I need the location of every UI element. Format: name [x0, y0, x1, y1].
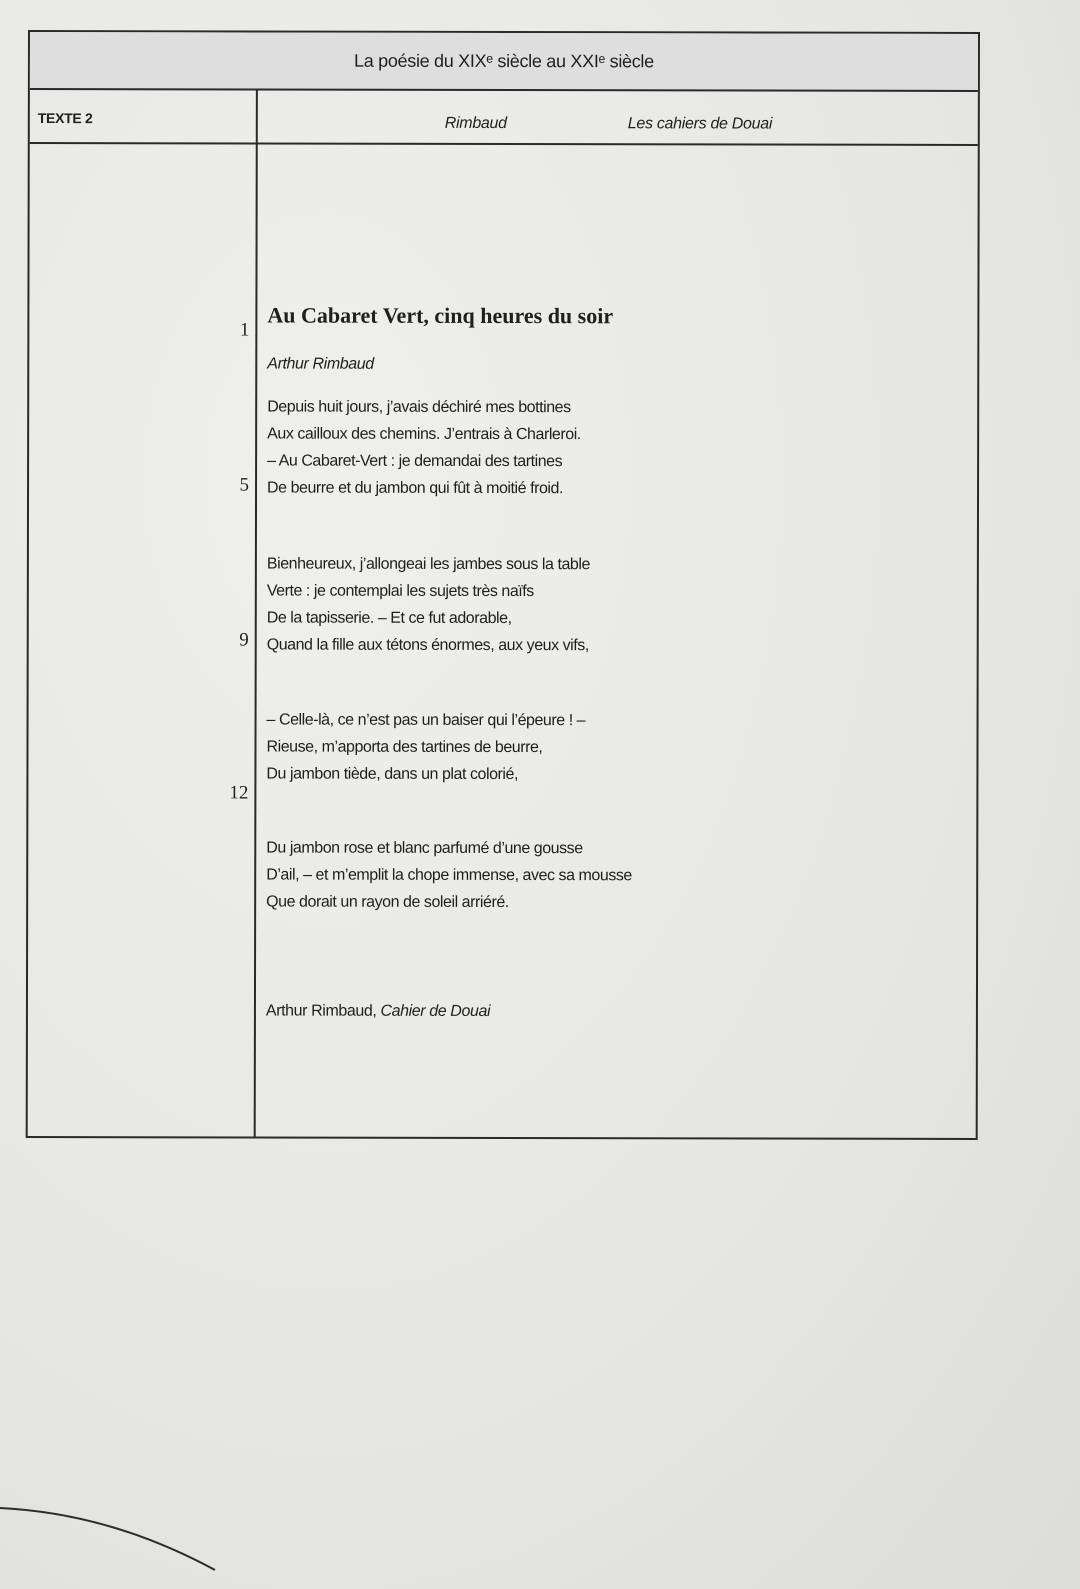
poem-author: Arthur Rimbaud	[267, 355, 374, 373]
poem-signature	[266, 1003, 490, 1021]
section-title	[30, 32, 978, 92]
column-divider	[254, 88, 258, 1136]
header-author: Rimbaud	[444, 114, 507, 133]
header-work: Les cahiers de Douai	[627, 115, 773, 133]
section-title-text: La poésie du XIXᵉ siècle au XXIᵉ siècle	[353, 50, 654, 71]
signature-work: Cahier de Douai	[380, 1002, 491, 1020]
stanza-2	[267, 551, 590, 660]
line-number: 12	[229, 782, 249, 804]
signature-author: Arthur Rimbaud,	[265, 1002, 377, 1020]
verse-line: Bienheureux, j’allongeai les jambes sous la table	[266, 555, 590, 574]
verse-line: Quand la fille aux tétons énormes, aux yeux vifs,	[266, 636, 589, 655]
stanza-4	[266, 835, 632, 917]
verse-line: – Au Cabaret-Vert : je demandai des tartines	[267, 452, 563, 471]
line-number: 5	[239, 474, 250, 496]
verse-line: Verte : je contemplai les sujets très naïfs	[266, 582, 534, 601]
verse-line: Rieuse, m’apporta des tartines de beurre,	[266, 738, 543, 757]
document-table	[26, 30, 980, 1140]
poem-title: Au Cabaret Vert, cinq heures du soir	[267, 302, 614, 329]
line-number: 1	[239, 319, 250, 341]
header-row	[30, 88, 978, 146]
line-number: 9	[239, 629, 249, 651]
page-edge-curve	[0, 1490, 320, 1589]
stanza-1	[267, 394, 581, 503]
text-number-label: TEXTE 2	[37, 110, 93, 127]
stanza-3	[266, 707, 585, 789]
verse-line: Du jambon rose et blanc parfumé d’une gousse	[266, 839, 583, 858]
verse-line: – Celle-là, ce n’est pas un baiser qui l’épeure ! –	[266, 711, 586, 730]
verse-line: Aux cailloux des chemins. J’entrais à Charleroi.	[267, 425, 581, 444]
verse-line: D’ail, – et m’emplit la chope immense, avec sa mousse	[266, 866, 632, 885]
verse-line: De beurre et du jambon qui fût à moitié froid.	[267, 479, 563, 498]
verse-line: Que dorait un rayon de soleil arriéré.	[266, 893, 509, 912]
verse-line: De la tapisserie. – Et ce fut adorable,	[266, 609, 512, 628]
verse-line: Du jambon tiède, dans un plat colorié,	[266, 765, 518, 784]
verse-line: Depuis huit jours, j’avais déchiré mes bottines	[267, 398, 571, 417]
